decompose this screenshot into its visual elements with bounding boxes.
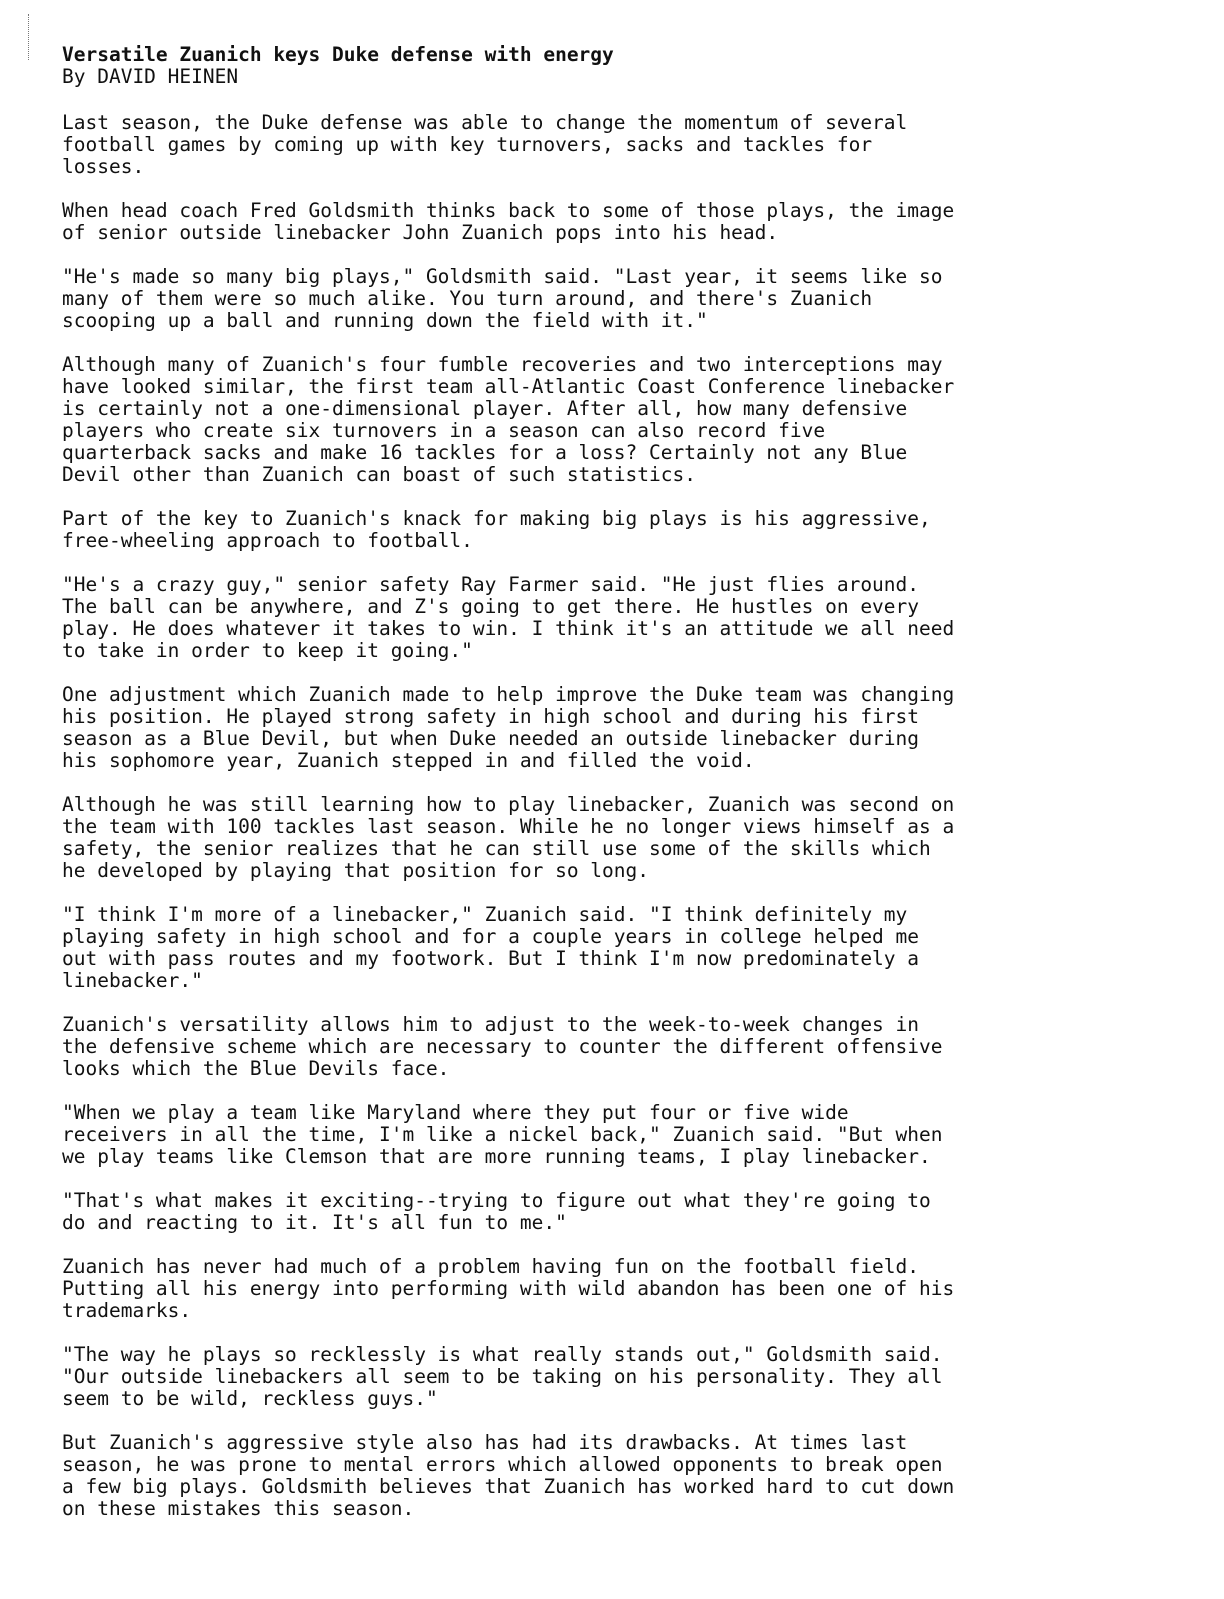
text-line: he developed by playing that position for so long. (62, 859, 649, 882)
text-line: Last season, the Duke defense was able to change the momentum of several (62, 111, 908, 134)
text-line: One adjustment which Zuanich made to help improve the Duke team was changing (62, 683, 955, 706)
paragraph (62, 794, 1062, 882)
text-line: seem to be wild, reckless guys." (62, 1387, 438, 1410)
text-line: Devil other than Zuanich can boast of such statistics. (62, 463, 696, 486)
text-line: players who create six turnovers in a season can also record five (62, 419, 826, 442)
text-line: have looked similar, the first team all-Atlantic Coast Conference linebacker (62, 375, 955, 398)
text-line: free-wheeling approach to football. (62, 529, 473, 552)
text-line: the team with 100 tackles last season. While he no longer views himself as a (62, 815, 955, 838)
text-line: of senior outside linebacker John Zuanich pops into his head. (62, 221, 779, 244)
text-line: do and reacting to it. It's all fun to me." (62, 1211, 567, 1234)
text-line: season as a Blue Devil, but when Duke needed an outside linebacker during (62, 727, 920, 750)
paragraph (62, 1014, 1062, 1080)
text-line: "When we play a team like Maryland where they put four or five wide (62, 1101, 849, 1124)
text-line: Zuanich has never had much of a problem having fun on the football field. (62, 1255, 920, 1278)
text-line: we play teams like Clemson that are more running teams, I play linebacker. (62, 1145, 931, 1168)
paragraph (62, 266, 1062, 332)
text-line: safety, the senior realizes that he can still use some of the skills which (62, 837, 931, 860)
article (62, 44, 1062, 1542)
paragraph (62, 1432, 1062, 1520)
text-line: a few big plays. Goldsmith believes that Zuanich has worked hard to cut down (62, 1475, 955, 1498)
text-line: Putting all his energy into performing with wild abandon has been one of his (62, 1277, 955, 1300)
paragraph (62, 1344, 1062, 1410)
text-line: Although he was still learning how to play linebacker, Zuanich was second on (62, 793, 955, 816)
text-line: playing safety in high school and for a couple years in college helped me (62, 925, 920, 948)
headline: Versatile Zuanich keys Duke defense with energy (62, 43, 614, 66)
text-line: Although many of Zuanich's four fumble recoveries and two interceptions may (62, 353, 943, 376)
text-line: out with pass routes and my footwork. But I think I'm now predominately a (62, 947, 920, 970)
paragraph (62, 508, 1062, 552)
text-line: quarterback sacks and make 16 tackles for a loss? Certainly not any Blue (62, 441, 908, 464)
text-line: But Zuanich's aggressive style also has had its drawbacks. At times last (62, 1431, 908, 1454)
text-line: When head coach Fred Goldsmith thinks back to some of those plays, the image (62, 199, 955, 222)
paragraph (62, 1190, 1062, 1234)
paragraph (62, 200, 1062, 244)
text-line: play. He does whatever it takes to win. I think it's an attitude we all need (62, 617, 955, 640)
byline: By DAVID HEINEN (62, 65, 239, 88)
text-line: trademarks. (62, 1299, 192, 1322)
text-line: receivers in all the time, I'm like a nickel back," Zuanich said. "But when (62, 1123, 943, 1146)
paragraph (62, 1256, 1062, 1322)
text-line: The ball can be anywhere, and Z's going to get there. He hustles on every (62, 595, 920, 618)
text-line: looks which the Blue Devils face. (62, 1057, 450, 1080)
text-line: Part of the key to Zuanich's knack for making big plays is his aggressive, (62, 507, 931, 530)
paragraph (62, 574, 1062, 662)
paragraph (62, 112, 1062, 178)
text-line: "I think I'm more of a linebacker," Zuanich said. "I think definitely my (62, 903, 908, 926)
text-line: his position. He played strong safety in high school and during his first (62, 705, 920, 728)
text-line: "He's a crazy guy," senior safety Ray Farmer said. "He just flies around. (62, 573, 920, 596)
text-line: linebacker." (62, 969, 203, 992)
text-line: scooping up a ball and running down the field with it." (62, 309, 708, 332)
text-line: losses. (62, 155, 145, 178)
text-line: Zuanich's versatility allows him to adjust to the week-to-week changes in (62, 1013, 920, 1036)
article-body (62, 112, 1062, 1520)
text-line: to take in order to keep it going." (62, 639, 473, 662)
text-line: "He's made so many big plays," Goldsmith said. "Last year, it seems like so (62, 265, 943, 288)
text-line: "Our outside linebackers all seem to be taking on his personality. They all (62, 1365, 943, 1388)
margin-scan-mark (28, 14, 30, 60)
text-line: "The way he plays so recklessly is what really stands out," Goldsmith said. (62, 1343, 943, 1366)
paragraph (62, 354, 1062, 486)
paragraph (62, 1102, 1062, 1168)
text-line: "That's what makes it exciting--trying to figure out what they're going to (62, 1189, 931, 1212)
text-line: is certainly not a one-dimensional player. After all, how many defensive (62, 397, 908, 420)
paragraph (62, 904, 1062, 992)
text-line: his sophomore year, Zuanich stepped in and filled the void. (62, 749, 755, 772)
text-line: season, he was prone to mental errors which allowed opponents to break open (62, 1453, 943, 1476)
text-line: football games by coming up with key turnovers, sacks and tackles for (62, 133, 873, 156)
paragraph (62, 684, 1062, 772)
text-line: the defensive scheme which are necessary to counter the different offensive (62, 1035, 943, 1058)
text-line: on these mistakes this season. (62, 1497, 415, 1520)
text-line: many of them were so much alike. You turn around, and there's Zuanich (62, 287, 873, 310)
